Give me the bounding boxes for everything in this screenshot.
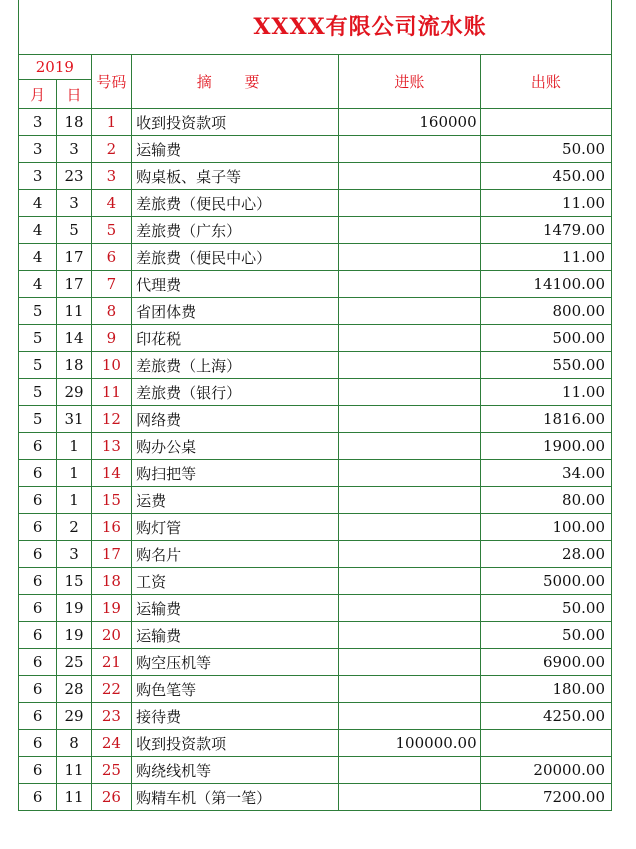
table-row xyxy=(19,379,612,406)
table-row xyxy=(19,730,612,757)
cell-summary: 差旅费（银行） xyxy=(132,379,339,406)
cell-expense: 20000.00 xyxy=(480,757,611,784)
cell-expense: 6900.00 xyxy=(480,649,611,676)
cell-month: 3 xyxy=(19,109,57,136)
cell-number: 25 xyxy=(91,757,131,784)
cell-income xyxy=(339,757,480,784)
cell-day: 19 xyxy=(57,622,91,649)
cell-number: 5 xyxy=(91,217,131,244)
cell-summary: 收到投资款项 xyxy=(132,730,339,757)
cell-day: 23 xyxy=(57,163,91,190)
cell-day: 28 xyxy=(57,676,91,703)
cell-month: 6 xyxy=(19,460,57,487)
cell-month: 4 xyxy=(19,271,57,298)
cell-month: 3 xyxy=(19,163,57,190)
cell-expense: 50.00 xyxy=(480,622,611,649)
cell-day: 1 xyxy=(57,433,91,460)
cell-summary: 购精车机（第一笔） xyxy=(132,784,339,811)
cell-number: 23 xyxy=(91,703,131,730)
cell-income xyxy=(339,217,480,244)
cell-income xyxy=(339,649,480,676)
table-row xyxy=(19,622,612,649)
cell-summary: 收到投资款项 xyxy=(132,109,339,136)
cell-month: 6 xyxy=(19,487,57,514)
title-frame-line-left xyxy=(18,0,19,54)
cell-month: 6 xyxy=(19,649,57,676)
cell-income xyxy=(339,433,480,460)
cell-day: 25 xyxy=(57,649,91,676)
table-row xyxy=(19,757,612,784)
cell-summary: 接待费 xyxy=(132,703,339,730)
cell-day: 1 xyxy=(57,460,91,487)
cell-number: 6 xyxy=(91,244,131,271)
cell-number: 3 xyxy=(91,163,131,190)
cell-day: 5 xyxy=(57,217,91,244)
cell-number: 16 xyxy=(91,514,131,541)
cell-day: 17 xyxy=(57,244,91,271)
cell-number: 19 xyxy=(91,595,131,622)
cell-month: 5 xyxy=(19,352,57,379)
table-row xyxy=(19,487,612,514)
cell-month: 6 xyxy=(19,514,57,541)
header-month: 月 xyxy=(19,80,57,109)
cell-income xyxy=(339,622,480,649)
cell-day: 31 xyxy=(57,406,91,433)
table-row xyxy=(19,109,612,136)
cell-number: 4 xyxy=(91,190,131,217)
cell-expense: 100.00 xyxy=(480,514,611,541)
table-row xyxy=(19,352,612,379)
cell-number: 7 xyxy=(91,271,131,298)
cell-summary: 差旅费（便民中心） xyxy=(132,190,339,217)
cell-month: 6 xyxy=(19,541,57,568)
cell-month: 6 xyxy=(19,784,57,811)
table-row xyxy=(19,325,612,352)
cell-summary: 工资 xyxy=(132,568,339,595)
cell-day: 3 xyxy=(57,190,91,217)
cell-summary: 运输费 xyxy=(132,622,339,649)
cell-summary: 购名片 xyxy=(132,541,339,568)
cell-summary: 差旅费（便民中心） xyxy=(132,244,339,271)
cell-number: 9 xyxy=(91,325,131,352)
cell-expense: 11.00 xyxy=(480,379,611,406)
cell-month: 6 xyxy=(19,703,57,730)
cell-income xyxy=(339,163,480,190)
cell-expense: 50.00 xyxy=(480,136,611,163)
cell-day: 18 xyxy=(57,109,91,136)
cell-income xyxy=(339,379,480,406)
cell-month: 6 xyxy=(19,595,57,622)
header-income: 进账 xyxy=(339,55,480,109)
cell-summary: 购桌板、桌子等 xyxy=(132,163,339,190)
cell-income xyxy=(339,595,480,622)
table-row xyxy=(19,217,612,244)
header-row-year xyxy=(19,55,612,80)
cell-day: 15 xyxy=(57,568,91,595)
table-row xyxy=(19,568,612,595)
cell-day: 18 xyxy=(57,352,91,379)
cell-number: 24 xyxy=(91,730,131,757)
cell-expense: 34.00 xyxy=(480,460,611,487)
cell-month: 4 xyxy=(19,190,57,217)
cell-income xyxy=(339,460,480,487)
cell-income xyxy=(339,703,480,730)
header-year: 2019 xyxy=(19,55,92,80)
cell-expense: 800.00 xyxy=(480,298,611,325)
cell-summary: 印花税 xyxy=(132,325,339,352)
cell-summary: 购空压机等 xyxy=(132,649,339,676)
cell-number: 18 xyxy=(91,568,131,595)
cell-expense: 4250.00 xyxy=(480,703,611,730)
cell-month: 6 xyxy=(19,730,57,757)
cell-month: 5 xyxy=(19,298,57,325)
cell-day: 3 xyxy=(57,541,91,568)
cell-number: 1 xyxy=(91,109,131,136)
cell-number: 13 xyxy=(91,433,131,460)
table-row xyxy=(19,136,612,163)
cell-summary: 运费 xyxy=(132,487,339,514)
cell-expense: 11.00 xyxy=(480,190,611,217)
cell-day: 29 xyxy=(57,379,91,406)
cell-expense: 550.00 xyxy=(480,352,611,379)
cell-day: 11 xyxy=(57,298,91,325)
cell-income xyxy=(339,136,480,163)
cell-summary: 购绕线机等 xyxy=(132,757,339,784)
cell-income xyxy=(339,244,480,271)
cell-income xyxy=(339,514,480,541)
cell-number: 14 xyxy=(91,460,131,487)
cell-income: 160000 xyxy=(339,109,480,136)
table-row xyxy=(19,460,612,487)
cell-day: 11 xyxy=(57,757,91,784)
ledger-title: XXXX有限公司流水账 xyxy=(253,14,487,40)
cell-expense: 80.00 xyxy=(480,487,611,514)
cell-income xyxy=(339,325,480,352)
cell-month: 5 xyxy=(19,325,57,352)
cell-income xyxy=(339,784,480,811)
cell-expense: 7200.00 xyxy=(480,784,611,811)
cell-expense xyxy=(480,730,611,757)
cell-income xyxy=(339,271,480,298)
cell-number: 15 xyxy=(91,487,131,514)
header-number: 号码 xyxy=(91,55,131,109)
cell-number: 26 xyxy=(91,784,131,811)
cell-number: 2 xyxy=(91,136,131,163)
cell-month: 6 xyxy=(19,433,57,460)
cell-day: 29 xyxy=(57,703,91,730)
cell-day: 17 xyxy=(57,271,91,298)
cell-month: 6 xyxy=(19,757,57,784)
cell-expense: 180.00 xyxy=(480,676,611,703)
cell-number: 21 xyxy=(91,649,131,676)
cell-day: 8 xyxy=(57,730,91,757)
cell-month: 5 xyxy=(19,406,57,433)
table-row xyxy=(19,595,612,622)
cell-expense: 1816.00 xyxy=(480,406,611,433)
cell-number: 11 xyxy=(91,379,131,406)
cell-day: 1 xyxy=(57,487,91,514)
cell-summary: 购色笔等 xyxy=(132,676,339,703)
table-row xyxy=(19,163,612,190)
cell-income xyxy=(339,568,480,595)
cell-expense: 5000.00 xyxy=(480,568,611,595)
table-row xyxy=(19,784,612,811)
cell-income xyxy=(339,352,480,379)
table-row xyxy=(19,271,612,298)
cell-number: 20 xyxy=(91,622,131,649)
table-row xyxy=(19,190,612,217)
cell-summary: 运输费 xyxy=(132,595,339,622)
cell-month: 6 xyxy=(19,622,57,649)
cell-month: 6 xyxy=(19,568,57,595)
cell-expense: 450.00 xyxy=(480,163,611,190)
title-frame-line-right xyxy=(611,0,612,54)
table-row xyxy=(19,433,612,460)
table-row xyxy=(19,514,612,541)
cell-month: 3 xyxy=(19,136,57,163)
cell-summary: 运输费 xyxy=(132,136,339,163)
cell-summary: 差旅费（广东） xyxy=(132,217,339,244)
cell-income xyxy=(339,676,480,703)
table-row xyxy=(19,298,612,325)
cell-day: 2 xyxy=(57,514,91,541)
cell-day: 19 xyxy=(57,595,91,622)
cell-number: 22 xyxy=(91,676,131,703)
cell-income xyxy=(339,487,480,514)
cell-summary: 网络费 xyxy=(132,406,339,433)
cell-income xyxy=(339,190,480,217)
cell-number: 17 xyxy=(91,541,131,568)
cell-summary: 差旅费（上海） xyxy=(132,352,339,379)
cell-number: 8 xyxy=(91,298,131,325)
cell-income: 100000.00 xyxy=(339,730,480,757)
cell-day: 11 xyxy=(57,784,91,811)
cell-income xyxy=(339,298,480,325)
cell-expense: 50.00 xyxy=(480,595,611,622)
table-row xyxy=(19,244,612,271)
cell-day: 14 xyxy=(57,325,91,352)
cell-income xyxy=(339,541,480,568)
cell-month: 5 xyxy=(19,379,57,406)
table-row xyxy=(19,703,612,730)
cell-summary: 购办公桌 xyxy=(132,433,339,460)
cell-expense xyxy=(480,109,611,136)
cell-expense: 500.00 xyxy=(480,325,611,352)
header-day: 日 xyxy=(57,80,91,109)
table-row xyxy=(19,649,612,676)
cell-month: 4 xyxy=(19,244,57,271)
cell-income xyxy=(339,406,480,433)
cell-summary: 购灯管 xyxy=(132,514,339,541)
table-row xyxy=(19,676,612,703)
cell-number: 10 xyxy=(91,352,131,379)
ledger-table xyxy=(18,54,612,811)
cell-expense: 11.00 xyxy=(480,244,611,271)
table-row xyxy=(19,406,612,433)
header-summary: 摘 要 xyxy=(132,55,339,109)
cell-month: 4 xyxy=(19,217,57,244)
table-row xyxy=(19,541,612,568)
cell-day: 3 xyxy=(57,136,91,163)
cell-number: 12 xyxy=(91,406,131,433)
header-expense: 出账 xyxy=(480,55,611,109)
cell-expense: 1479.00 xyxy=(480,217,611,244)
cell-month: 6 xyxy=(19,676,57,703)
cell-expense: 1900.00 xyxy=(480,433,611,460)
cell-summary: 代理费 xyxy=(132,271,339,298)
cell-summary: 省团体费 xyxy=(132,298,339,325)
cell-expense: 28.00 xyxy=(480,541,611,568)
cell-summary: 购扫把等 xyxy=(132,460,339,487)
cell-expense: 14100.00 xyxy=(480,271,611,298)
